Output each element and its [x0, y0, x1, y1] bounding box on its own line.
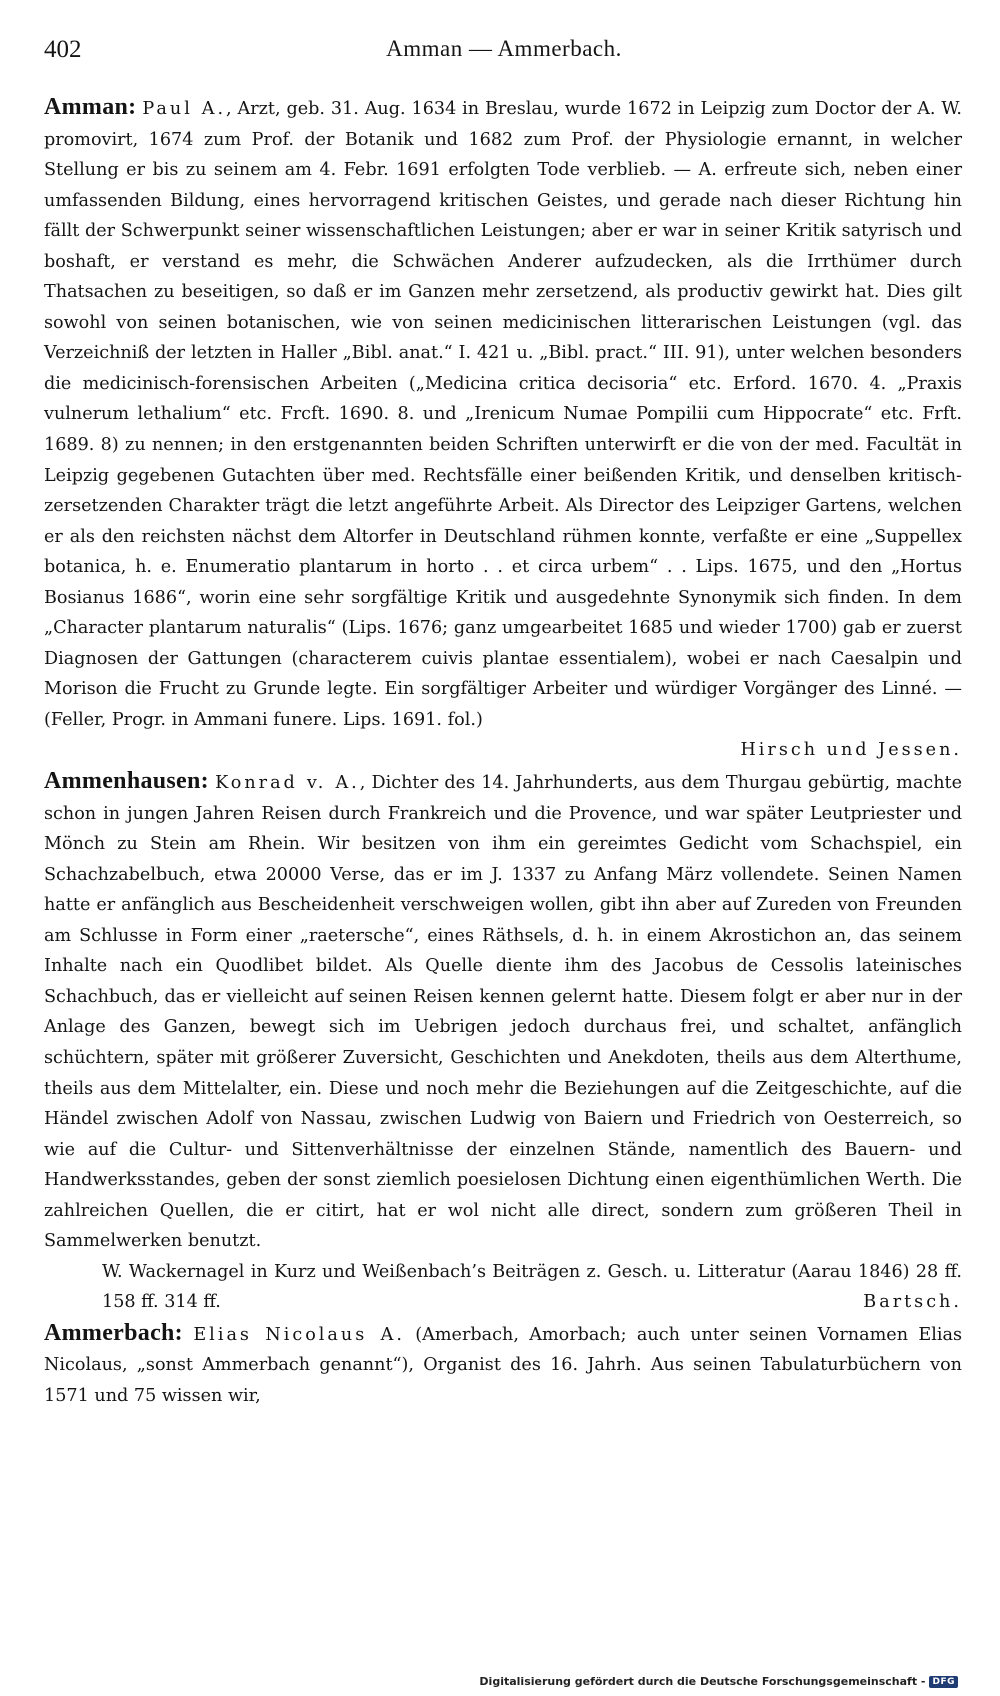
- entry-paragraph: [44, 766, 962, 1257]
- entry-ammenhausen: [44, 766, 962, 1318]
- entry-paragraph: [44, 92, 962, 735]
- entry-text: (Amerbach, Amorbach; auch unter seinen Vornamen Elias Nicolaus, „sonst Ammerbach genannt“), Organist des 16. Jahrh. Aus seinen Tabulaturbüchern von 1571 und 75 wissen wir,: [44, 1324, 963, 1406]
- entry-lemma: Ammenhausen:: [44, 768, 209, 795]
- page-header: [44, 30, 964, 70]
- entry-amman: [44, 92, 962, 766]
- entry-text: , Dichter des 14. Jahrhunderts, aus dem Thurgau gebürtig, machte schon in jungen Jahren Reisen durch Frankreich und die Provence, und war später Leutpriester und Mönch zu Stein am Rhein. Wir besitzen von ihm ein gereimtes Gedicht vom Schachspiel, ein Schachzabelbuch, etwa 20000 Verse, das er im J. 1337 zu Anfang März vollendete. Seinen Namen hatte er anfänglich aus Bescheidenheit verschweigen wollen, gibt ihn aber auf Zureden von Freunden am Schlusse in Form einer „raetersche“, eines Räthsels, d. h. in einem Akrostichon an, das seinem Inhalte nach ein Quodlibet bildet. Als Quelle diente ihm des Jacobus de Cessolis lateinisches Schachbuch, das er vielleicht auf seinen Reisen kennen gelernt hatte. Diesem folgt er aber nur in der Anlage des Ganzen, bewegt sich im Uebrigen jedoch durchaus frei, und schaltet, anfänglich schüchtern, später mit größerer Zuversicht, Geschichten und Anekdoten, theils aus dem Alterthume, theils aus dem Mittelalter, ein. Diese und noch mehr die Beziehungen auf die Zeitgeschichte, auf die Händel zwischen Adolf von Nassau, zwischen Ludwig von Baiern und Friedrich von Oesterreich, so wie auf die Cultur- und Sittenverhältnisse der einzelnen Stände, namentlich des Bauern- und Handwerksstandes, geben der sonst ziemlich poesielosen Dichtung einen eigenthümlichen Werth. Die zahlreichen Quellen, die er citirt, hat er wol nicht alle direct, sondern zum größeren Theil in Sammelwerken benutzt.: [44, 773, 963, 1252]
- entry-paragraph: [44, 1318, 962, 1412]
- digitization-credit: [479, 1675, 958, 1688]
- entry-person-name: Paul A.: [142, 99, 227, 119]
- entry-person-name: Elias Nicolaus A.: [193, 1324, 405, 1345]
- credit-text: Digitalisierung gefördert durch die Deutsche Forschungsgemeinschaft -: [479, 1675, 926, 1688]
- body-text: [44, 92, 962, 1412]
- page-number: 402: [44, 36, 82, 63]
- entry-ammerbach: [44, 1318, 962, 1412]
- bibliography-text: W. Wackernagel in Kurz und Weißenbach’s Beiträgen z. Gesch. u. Litteratur (Aarau 1846) 28 ff. 158 ff. 314 ff.: [102, 1261, 962, 1313]
- entry-signature: Hirsch und Jessen.: [740, 740, 962, 761]
- running-title: Amman — Ammerbach.: [386, 36, 622, 61]
- document-page: [44, 0, 964, 1696]
- entry-text: , Arzt, geb. 31. Aug. 1634 in Breslau, wurde 1672 in Leipzig zum Doctor der A. W. promovirt, 1674 zum Prof. der Botanik und 1682 zum Prof. der Physiologie ernannt, in welcher Stellung er bis zu seinem am 4. Febr. 1691 erfolgten Tode verblieb. — A. erfreute sich, neben einer umfassenden Bildung, eines hervorragend kritischen Geistes, und gerade nach dieser Richtung hin fällt der Schwerpunkt seiner wissenschaftlichen Leistungen; aber er war in seiner Kritik satyrisch und boshaft, er verstand es mehr, die Schwächen Anderer aufzudecken, als die Irrthümer durch Thatsachen zu beseitigen, so daß er im Ganzen mehr zersetzend, als productiv gewirkt hat. Dies gilt sowohl von seinen botanischen, wie von seinen medicinischen litterarischen Leistungen (vgl. das Verzeichniß der letzten in Haller „Bibl. anat.“ I. 421 u. „Bibl. pract.“ III. 91), unter welchen besonders die medicinisch-forensischen Arbeiten („Medicina critica decisoria“ etc. Erford. 1670. 4. „Praxis vulnerum lethalium“ etc. Frcft. 1690. 8. und „Irenicum Numae Pompilii cum Hippocrate“ etc. Frft. 1689. 8) zu nennen; in den erstgenannten beiden Schriften unterwirft er die von der med. Facultät in Leipzig gegebenen Gutachten über med. Rechtsfälle einer beißenden Kritik, und denselben kritisch-zersetzenden Charakter trägt die letzt angeführte Arbeit. Als Director des Leipziger Gartens, welchen er als den reichsten nächst dem Altorfer in Deutschland rühmen konnte, verfaßte er eine „Suppellex botanica, h. e. Enumeratio plantarum in horto . . et circa urbem“ . . Lips. 1675, und den „Hortus Bosianus 1686“, worin eine sehr sorgfältige Kritik und ausgedehnte Synonymik sich finden. In dem „Character plantarum naturalis“ (Lips. 1676; ganz umgearbeitet 1685 und wieder 1700) gab er zuerst Diagnosen der Gattungen (characterem cuivis plantae essentialem), wobei er nach Caesalpin und Morison die Frucht zu Grunde legte. Ein sorgfältiger Arbeiter und würdiger Vorgänger des Linné. — (Feller, Progr. in Ammani funere. Lips. 1691. fol.): [44, 99, 963, 730]
- entry-person-name: Konrad v. A.: [215, 773, 360, 794]
- dfg-logo: DFG: [929, 1676, 958, 1688]
- entry-lemma: Amman:: [44, 94, 137, 120]
- entry-signature: Bartsch.: [863, 1292, 962, 1313]
- entry-bibliography: [44, 1257, 962, 1318]
- entry-lemma: Ammerbach:: [44, 1319, 183, 1346]
